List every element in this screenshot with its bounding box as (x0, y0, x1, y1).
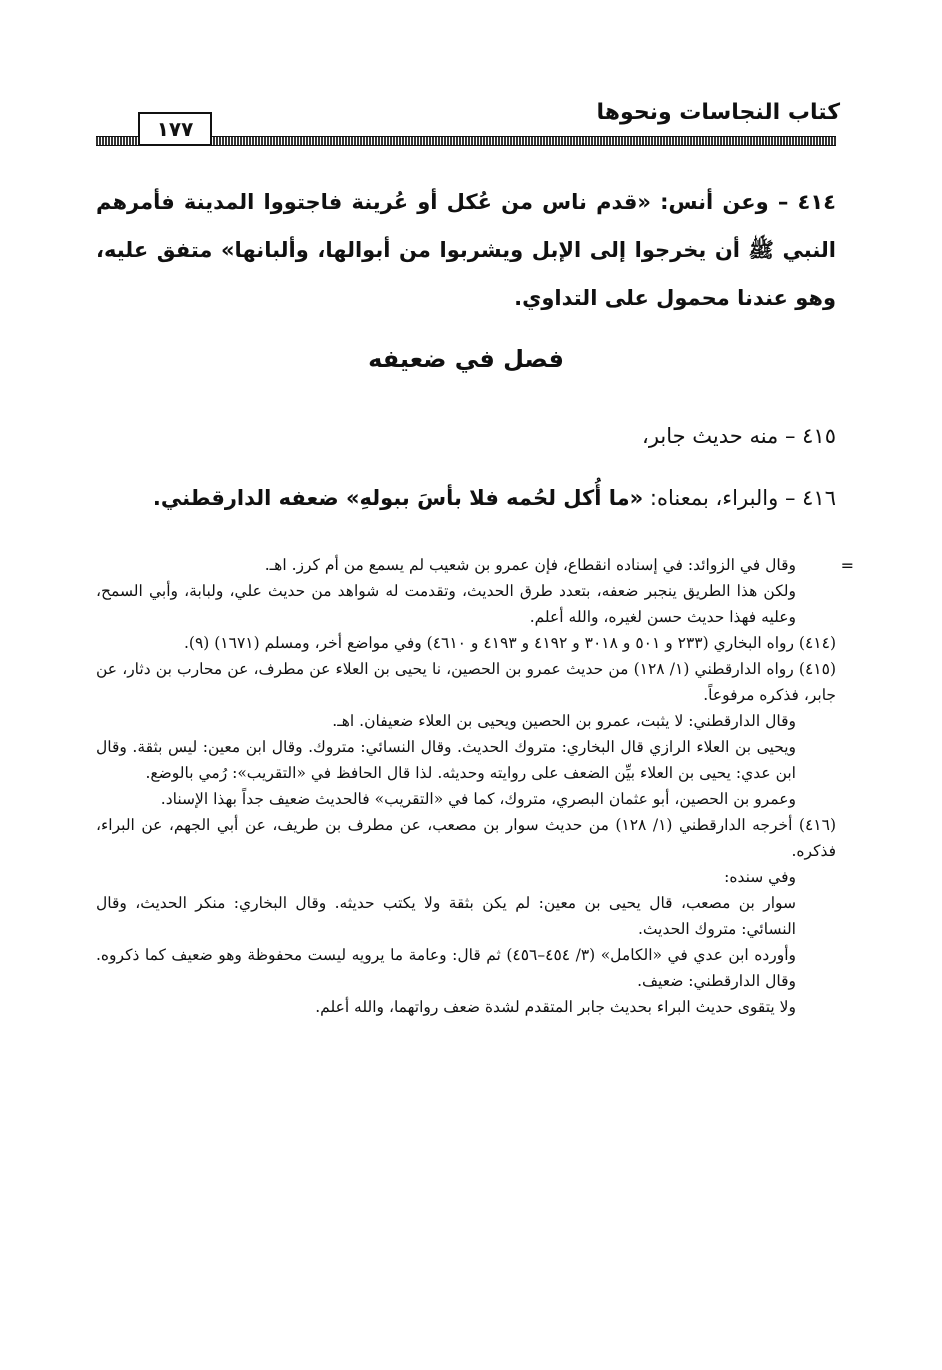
footnote-line: وعمرو بن الحصين، أبو عثمان البصري، متروك، كما في «التقريب» فالحديث ضعيف جداً بهذا الإسناد. (160, 790, 796, 808)
footnote-line: وقال الدارقطني: لا يثبت، عمرو بن الحصين ويحيى بن العلاء ضعيفان. اهـ. (332, 712, 796, 730)
running-header-title: كتاب النجاسات ونحوها (596, 100, 840, 125)
footnote-416 (96, 812, 836, 1020)
footnote-line: ولكن هذا الطريق ينجبر ضعفه، بتعدد طرق الحديث، وتقدمت له شواهد من حديث علي، ولبابة، وأبي السمح، وعليه فهذا حديث حسن لغيره، والله أعلم. (96, 582, 796, 626)
footnote-continued (96, 552, 836, 630)
footnote-line: (٤١٦) أخرجه الدارقطني (١/ ١٢٨) من حديث سوار بن مصعب، عن مطرف بن طريف، عن أبي الجهم، عن البراء، فذكره. (96, 816, 836, 860)
continuation-mark: = (840, 556, 854, 575)
page-number: ١٧٧ (138, 112, 212, 146)
hadith-416 (96, 486, 836, 510)
footnote-414: (٤١٤) رواه البخاري (٢٣٣ و ٥٠١ و ٣٠١٨ و ٤١٩٢ و ٤١٩٣ و ٤٦١٠) وفي مواضع أخر، ومسلم (١٦٧١) (٩). (183, 634, 836, 652)
hadith-414 (96, 178, 836, 322)
footnote-line: وقال في الزوائد: في إسناده انقطاع، فإن عمرو بن شعيب لم يسمع من أم كرز. اهـ. (264, 556, 796, 574)
footnote-line: وأورده ابن عدي في «الكامل» (٣/ ٤٥٤–٤٥٦) ثم قال: وعامة ما يرويه ليست محفوظة وهو ضعيف كما ذكروه. وقال الدارقطني: ضعيف. (96, 946, 797, 990)
hadith-quote: «ما أُكل لحُمه فلا بأسَ ببولهِ» ضعفه الدارقطني. (152, 486, 644, 510)
hadith-number: ٤١٤ – (768, 190, 836, 214)
footnotes (96, 552, 836, 1020)
hadith-415: ٤١٥ – منه حديث جابر، (642, 424, 836, 448)
hadith-number: ٤١٦ – (778, 486, 836, 510)
hadith-text: والبراء، بمعناه: (643, 486, 779, 510)
footnote-line: سوار بن مصعب، قال يحيى بن معين: لم يكن بثقة ولا يكتب حديثه. وقال البخاري: منكر الحديث، وقال النسائي: متروك الحديث. (96, 894, 796, 938)
footnote-line: وفي سنده: (724, 868, 796, 886)
section-heading: فصل في ضعيفه (368, 345, 564, 373)
footnote-line: (٤١٥) رواه الدارقطني (١/ ١٢٨) من حديث عمرو بن الحصين، نا يحيى بن العلاء عن مطرف، عن محارب بن دثار، عن جابر، فذكره مرفوعاً. (96, 660, 836, 704)
footnote-line: ولا يتقوى حديث البراء بحديث جابر المتقدم لشدة ضعف رواتهما، والله أعلم. (315, 998, 796, 1016)
footnote-line: ويحيى بن العلاء الرازي قال البخاري: متروك الحديث. وقال النسائي: متروك. وقال ابن معين: ليس بثقة. وقال ابن عدي: يحيى بن العلاء بيِّن الضعف على روايته وحديثه. لذا قال الحافظ في «التقريب»: رُمي بالوضع. (96, 738, 796, 782)
footnote-415 (96, 656, 836, 812)
hadith-text: وعن أنس: «قدم ناس من عُكل أو عُرينة فاجتووا المدينة فأمرهم النبي ﷺ أن يخرجوا إلى الإبل ويشربوا من أبوالها، وألبانها» متفق عليه، وهو عندنا محمول على التداوي. (96, 190, 836, 310)
